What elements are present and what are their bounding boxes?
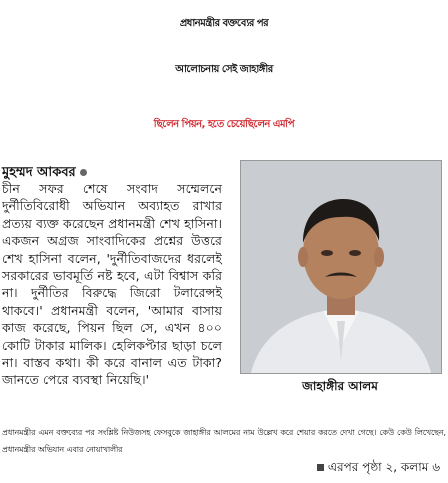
article-full-width-text: প্রধানমন্ত্রীর এমন বক্তব্যের পর সংশ্লিষ্ট নিউজসহ ফেসবুকে জাহাঙ্গীর আলমের নাম উল্লেখ করে শেয়ার করতে দেখা গেছে। কেউ কেউ লিখেছেন, প্রধানমন্ত্রীর অভিযান এবার নোয়াখালীর <box>2 428 446 455</box>
photo-caption: জাহাঙ্গীর আলম <box>302 379 378 393</box>
article-full-width <box>2 424 446 459</box>
square-bullet-icon <box>317 464 324 471</box>
byline-author: মুহম্মদ আকবর <box>2 165 76 180</box>
article-column-text: চীন সফর শেষে সংবাদ সম্মেলনে দুর্নীতিবিরোধী অভিযান অব্যাহত রাখার প্রত্যয় ব্যক্ত করেছেন প্রধানমন্ত্রী শেখ হাসিনা। একজন অগ্রজ সাংবাদিকের প্রশ্নের উত্তরে শেখ হাসিনা বলেন, 'দুর্নীতিবাজদের ধরলেই সরকারের ভাবমূর্তি নষ্ট হবে, এটা বিশ্বাস করি না। দুর্নীতির বিরুদ্ধে জিরো টলারেন্সই থাকবে।' প্রধানমন্ত্রী বলেন, 'আমার বাসায় কাজ করেছে, পিয়ন ছিল সে, এখন ৪০০ কোটি টাকার মালিক। হেলিকপ্টার ছাড়া চলে না। বাস্তব কথা। কী করে বানাল এত টাকা? জানতে পেরে ব্যবস্থা নিয়েছি।' <box>2 181 222 388</box>
portrait-photo <box>240 160 442 374</box>
headline-subline: ছিলেন পিয়ন, হতে চেয়েছিলেন এমপি <box>153 119 295 130</box>
portrait-illustration <box>241 161 441 373</box>
headline-line-1: প্রধানমন্ত্রীর বক্তব্যের পর <box>179 18 269 29</box>
continuation-text: এরপর পৃষ্ঠা ২, কলাম ৬ <box>327 460 440 474</box>
headline-line-2: আলোচনায় সেই জাহাঙ্গীর <box>175 64 273 75</box>
continuation-note <box>317 459 440 479</box>
article-column <box>2 180 222 389</box>
bullet-icon <box>80 169 87 176</box>
